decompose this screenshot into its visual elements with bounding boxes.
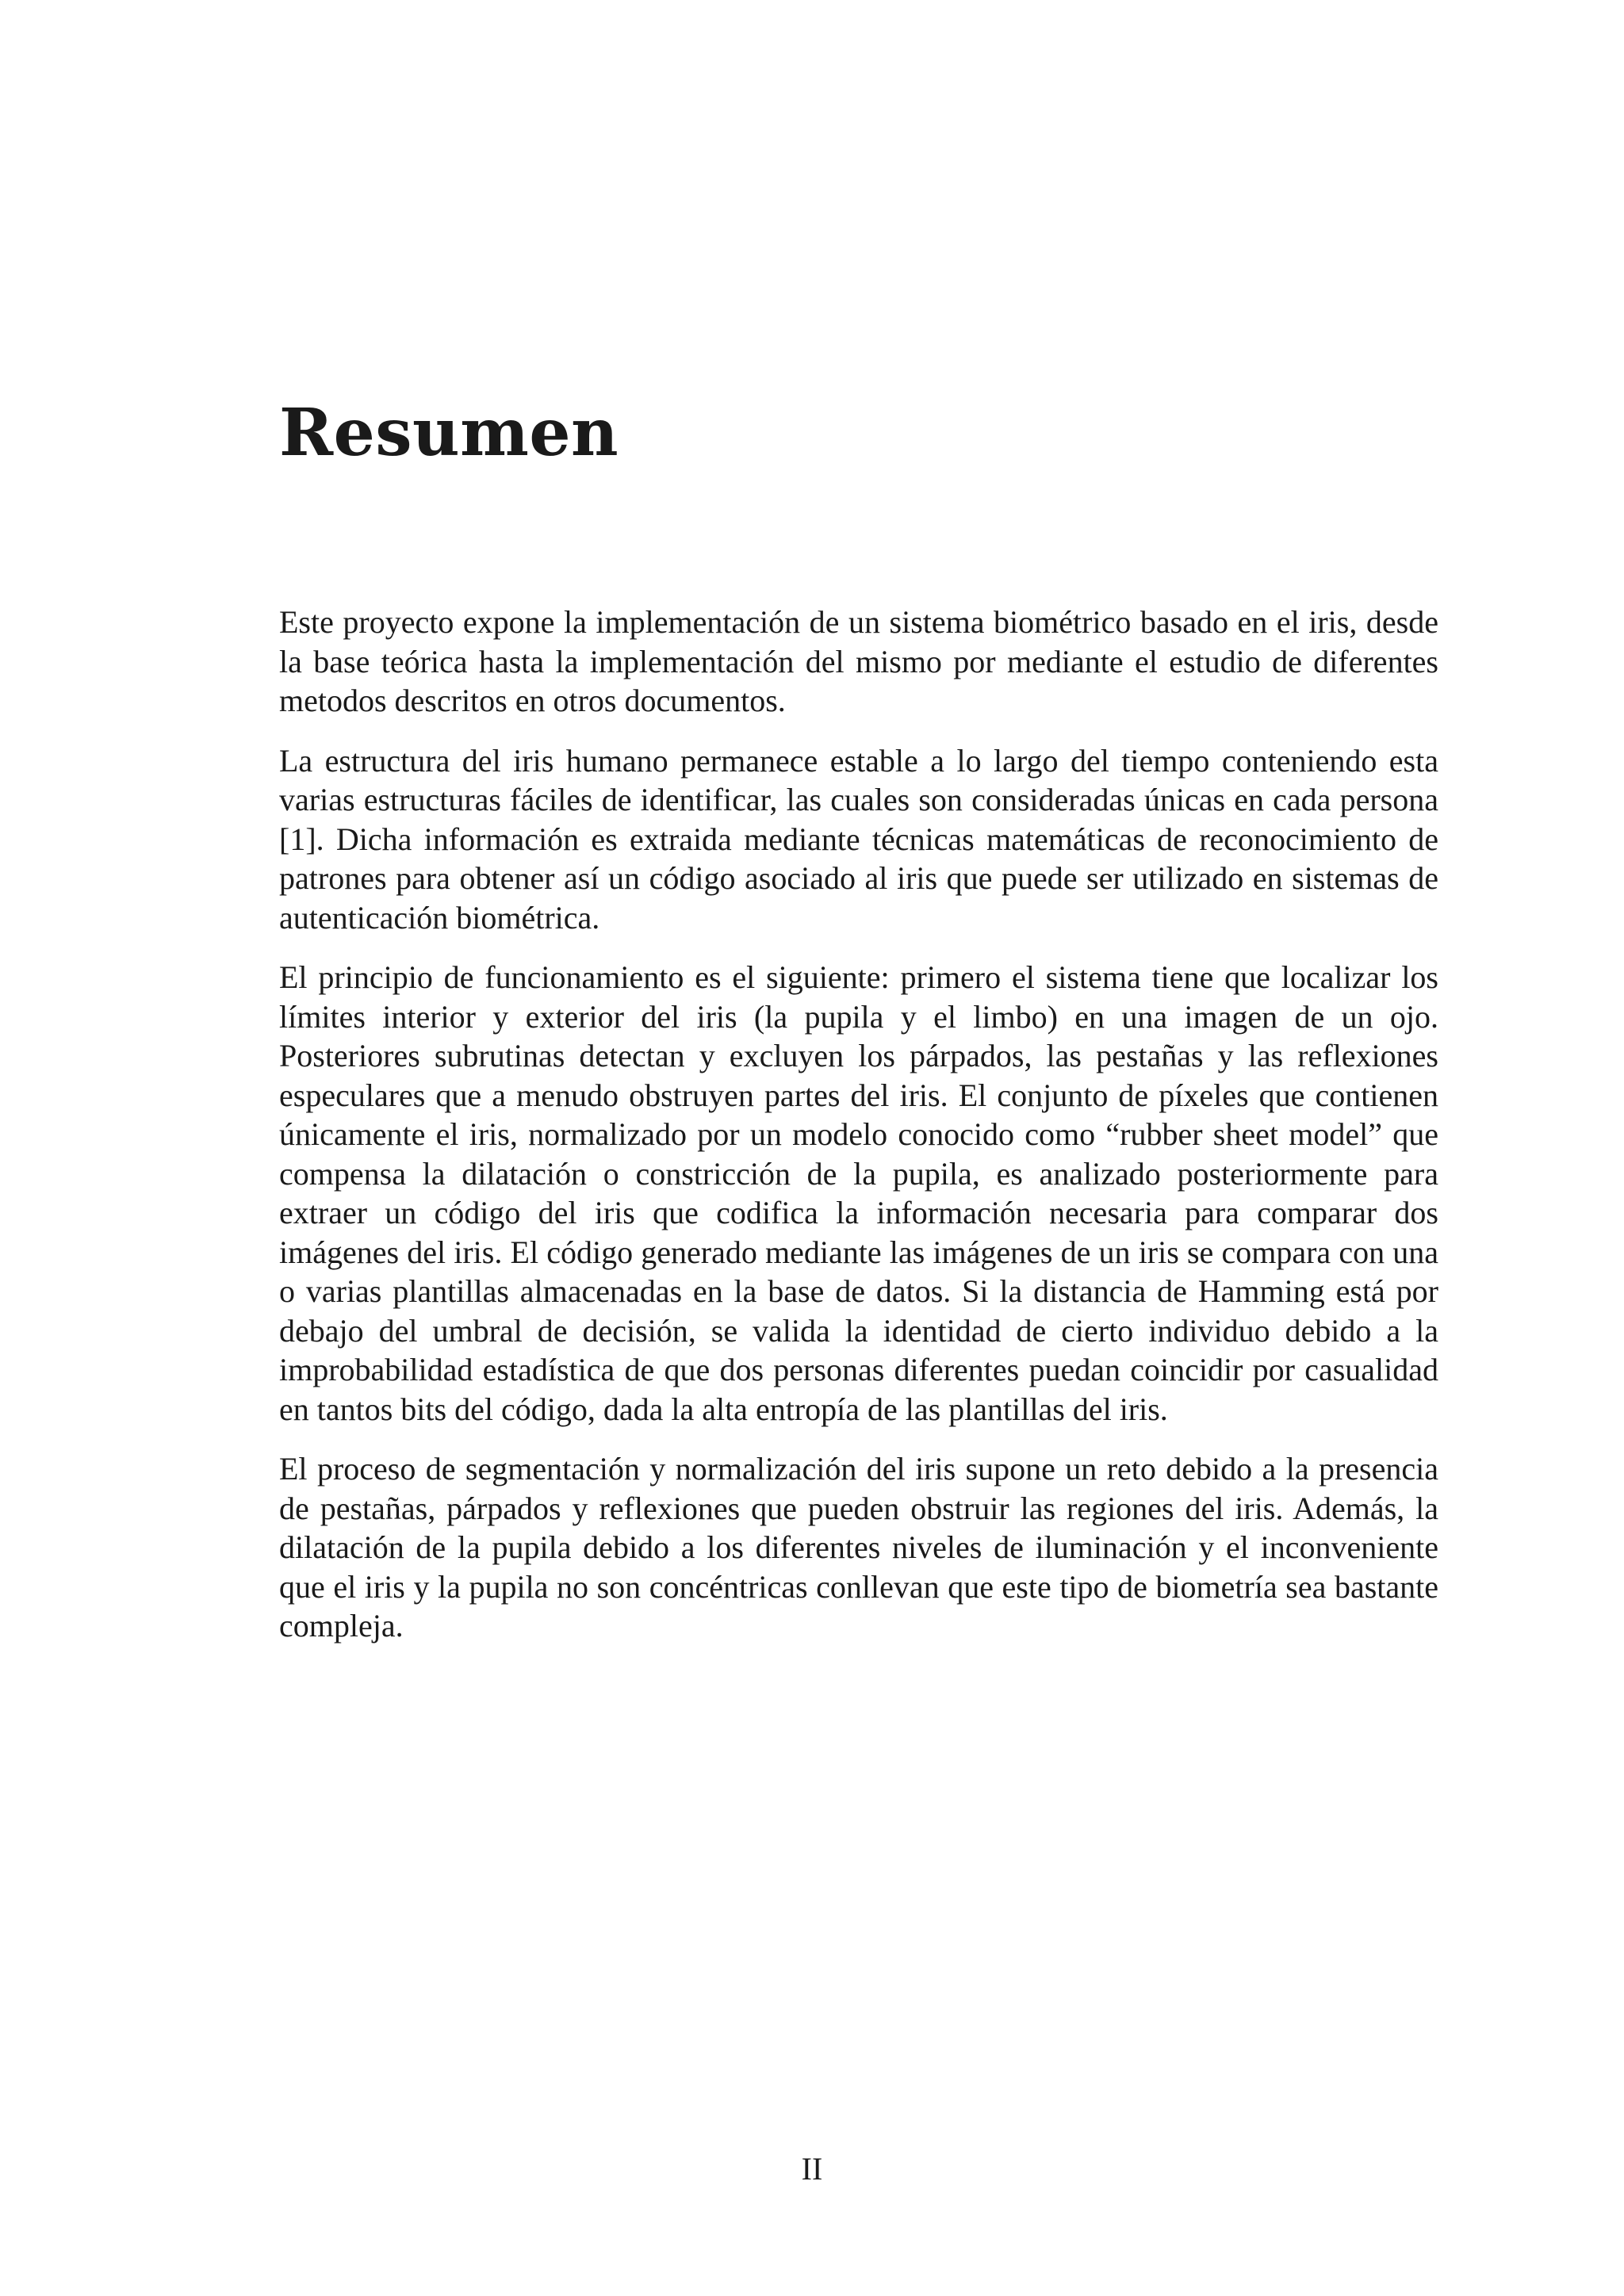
chapter-title: Resumen [279,395,619,471]
abstract-body [279,603,1438,1667]
page-number: II [801,2151,823,2187]
paragraph-3: El principio de funcionamiento es el siguiente: primero el sistema tiene que localizar los límites interior y exterior del iris (la pupila y el limbo) en una imagen de un ojo. Posteriores subrutinas detectan y excluyen los párpados, las pestañas y las reflexiones especulares que a menudo obstruyen partes del iris. El conjunto de píxeles que contienen únicamente el iris, normalizado por un modelo conocido como “rubber sheet model” que compensa la dilatación o constricción de la pupila, es analizado posteriormente para extraer un código del iris que codifica la información necesaria para comparar dos imágenes del iris. El código generado mediante las imágenes de un iris se compara con una o varias plantillas almacenadas en la base de datos. Si la distancia de Hamming está por debajo del umbral de decisión, se valida la identidad de cierto individuo debido a la improbabilidad estadística de que dos personas diferentes puedan coincidir por casualidad en tantos bits del código, dada la alta entropía de las plantillas del iris. [279,959,1438,1427]
paragraph-2: La estructura del iris humano permanece estable a lo largo del tiempo conteniendo esta varias estructuras fáciles de identificar, las cuales son consideradas únicas en cada persona [1]. Dicha información es extraida mediante técnicas matemáticas de reconocimiento de patrones para obtener así un código asociado al iris que puede ser utilizado en sistemas de autenticación biométrica. [279,742,1438,936]
paragraph-4: El proceso de segmentación y normalización del iris supone un reto debido a la presencia de pestañas, párpados y reflexiones que pueden obstruir las regiones del iris. Además, la dilatación de la pupila debido a los diferentes niveles de iluminación y el inconveniente que el iris y la pupila no son concéntricas conllevan que este tipo de biometría sea bastante compleja. [279,1451,1438,1644]
paragraph-1: Este proyecto expone la implementación de un sistema biométrico basado en el iris, desde la base teórica hasta la implementación del mismo por mediante el estudio de diferentes metodos descritos en otros documentos. [279,604,1438,718]
